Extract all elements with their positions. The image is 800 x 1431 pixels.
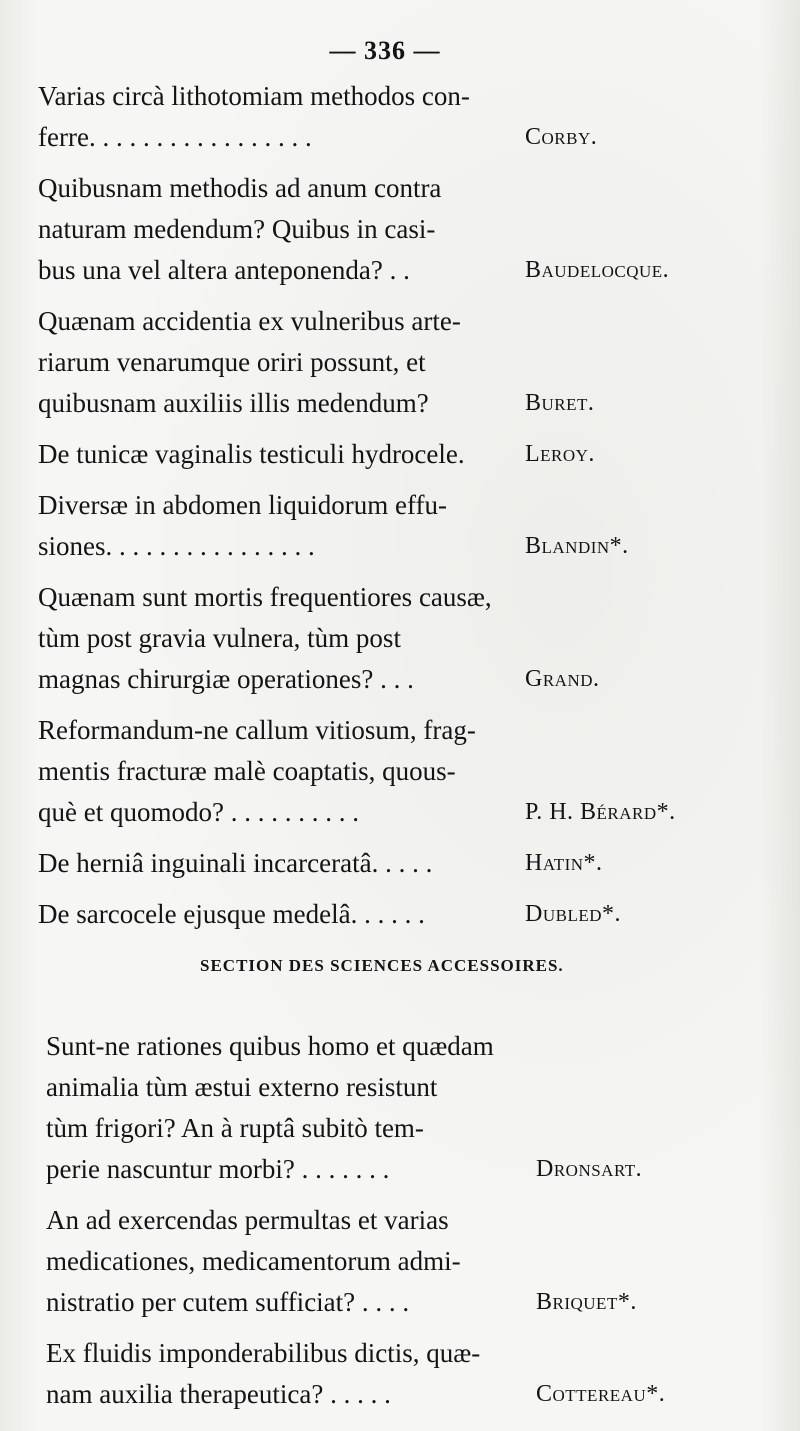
question-line: ferre. . . . . . . . . . . . . . . . . [38, 122, 312, 152]
thesis-question [38, 76, 544, 158]
question-line: què et quomodo? . . . . . . . . . . [38, 797, 359, 827]
question-line: Reformandum-ne callum vitiosum, frag- [38, 715, 476, 745]
accessory-entries-list [46, 1026, 766, 1425]
author-name: Briquet*. [536, 1289, 637, 1315]
question-line: nistratio per cutem sufficiat? . . . . [46, 1287, 410, 1317]
question-line: Sunt-ne rationes quibus homo et quædam [46, 1031, 494, 1061]
thesis-entry [38, 843, 758, 884]
question-line: An ad exercendas permultas et varias [46, 1205, 449, 1235]
question-line: Quænam accidentia ex vulneribus arte- [38, 306, 461, 336]
thesis-question [46, 1200, 546, 1323]
thesis-question [38, 577, 544, 700]
thesis-entry [38, 76, 758, 158]
question-line: Diversæ in abdomen liquidorum effu- [38, 490, 447, 520]
question-line: perie nascuntur morbi? . . . . . . . [46, 1154, 390, 1184]
question-line: Quibusnam methodis ad anum contra [38, 173, 442, 203]
thesis-entry [38, 485, 758, 567]
author-name: Dubled*. [525, 901, 621, 927]
question-line: bus una vel altera anteponenda? . . [38, 255, 410, 285]
author-name: Grand. [525, 666, 600, 692]
author-name: Buret. [525, 390, 595, 416]
question-line: Ex fluidis imponderabilibus dictis, quæ- [46, 1338, 481, 1368]
thesis-entry [38, 577, 758, 700]
thesis-entry [38, 894, 758, 935]
section-heading: SECTION DES SCIENCES ACCESSOIRES. [200, 956, 564, 975]
thesis-question [38, 434, 544, 475]
author-name: Leroy. [525, 441, 595, 467]
question-line: animalia tùm æstui externo resistunt [46, 1072, 438, 1102]
question-line: mentis fracturæ malè coaptatis, quous- [38, 756, 456, 786]
question-line: nam auxilia therapeutica? . . . . . [46, 1379, 391, 1409]
thesis-question [38, 301, 544, 424]
question-line: De herniâ inguinali incarceratâ. . . . . [38, 848, 433, 878]
thesis-question [38, 710, 544, 833]
question-line: Quænam sunt mortis frequentiores causæ, [38, 582, 492, 612]
thesis-question [38, 485, 544, 567]
thesis-entry [38, 434, 758, 475]
question-line: Varias circà lithotomiam methodos con- [38, 81, 470, 111]
question-line: magnas chirurgiæ operationes? . . . [38, 664, 414, 694]
question-line: riarum venarumque oriri possunt, et [38, 347, 426, 377]
question-line: naturam medendum? Quibus in casi- [38, 214, 436, 244]
author-name: Corby. [525, 124, 598, 150]
page-number: — 336 — [329, 36, 441, 65]
author-name: Blandin*. [525, 533, 629, 559]
author-name: Hatin*. [525, 850, 603, 876]
author-name: Dronsart. [536, 1156, 643, 1182]
thesis-question [46, 1333, 546, 1415]
question-line: tùm post gravia vulnera, tùm post [38, 623, 401, 653]
thesis-question [46, 1026, 546, 1190]
question-line: siones. . . . . . . . . . . . . . . . [38, 531, 315, 561]
entries-list [38, 76, 758, 945]
thesis-entry [38, 710, 758, 833]
thesis-entry [46, 1200, 766, 1323]
question-line: medicationes, medicamentorum admi- [46, 1246, 461, 1276]
author-name: Cottereau*. [536, 1381, 666, 1407]
question-line: De tunicæ vaginalis testiculi hydrocele. [38, 439, 465, 469]
thesis-entry [38, 301, 758, 424]
thesis-entry [46, 1333, 766, 1415]
thesis-question [38, 843, 544, 884]
question-line: quibusnam auxiliis illis medendum? [38, 388, 429, 418]
thesis-entry [46, 1026, 766, 1190]
author-name: P. H. Bérard*. [525, 799, 676, 825]
author-name: Baudelocque. [525, 257, 670, 283]
question-line: De sarcocele ejusque medelâ. . . . . . [38, 899, 425, 929]
thesis-entry [38, 168, 758, 291]
thesis-question [38, 894, 544, 935]
thesis-question [38, 168, 544, 291]
question-line: tùm frigori? An à ruptâ subitò tem- [46, 1113, 424, 1143]
